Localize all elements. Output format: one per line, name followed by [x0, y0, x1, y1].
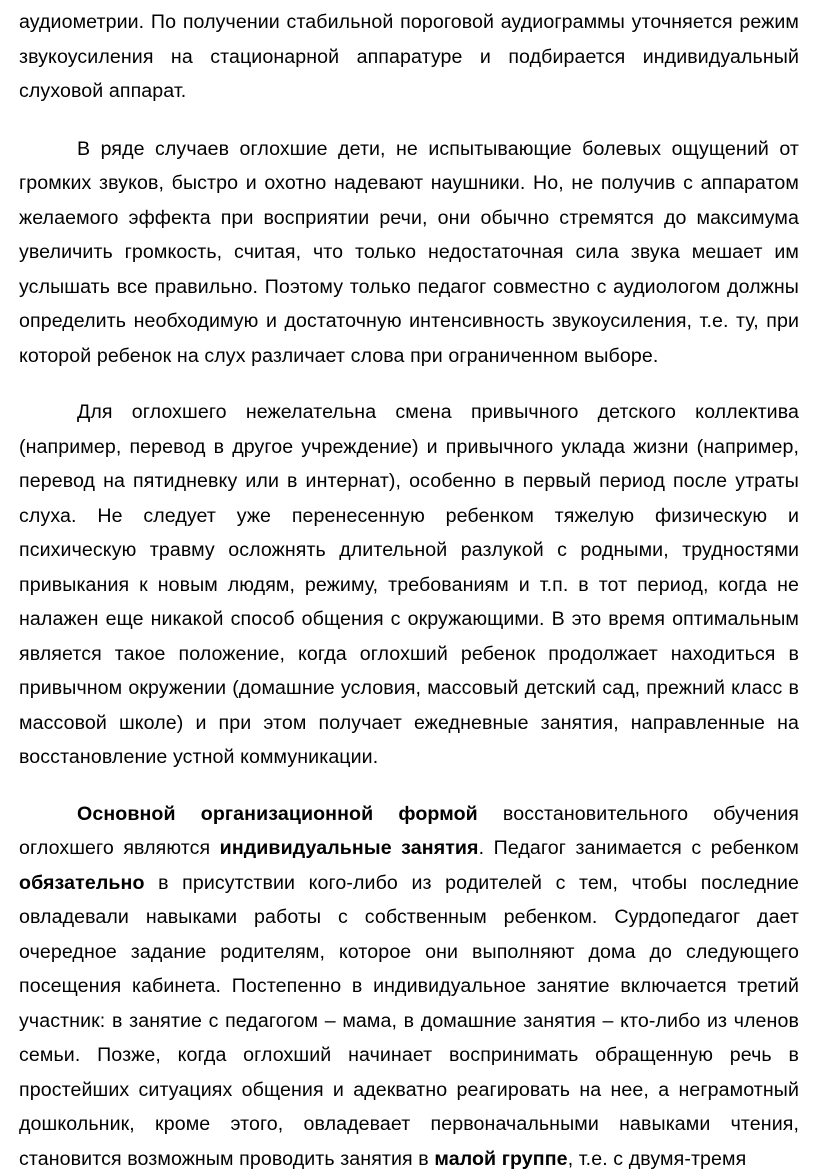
paragraph-environment: Для оглохшего нежелательна смена привычного детского коллектива (например, перевод в другое учреждение) и привычного уклада жизни (например, перевод на пятидневку или в интернат), особенно в первый период после утраты слуха. Не следует уже перенесенную ребенком тяжелую физическую и психическую травму осложнять длительной разлукой с родными, трудностями привыкания к новым людям, режиму, требованиям и т.п. в тот период, когда не налажен еще никакой способ общения с окружающими. В это время оптимальным является такое положение, когда оглохший ребенок продолжает находиться в привычном окружении (домашние условия, массовый детский сад, прежний класс в массовой школе) и при этом получает ежедневные занятия, направленные на восстановление устной коммуникации.: [19, 395, 799, 775]
bold-small-group: малой группе: [434, 1148, 567, 1170]
bold-individual-lessons: индивидуальные занятия: [220, 837, 479, 859]
paragraph-individual-lessons: [19, 797, 799, 1176]
paragraph-continuation: аудиометрии. По получении стабильной пороговой аудиограммы уточняется режим звукоусиления на стационарной аппаратуре и подбирается индивидуальный слуховой аппарат.: [19, 5, 799, 109]
bold-main-form: Основной организационной формой: [77, 803, 478, 825]
text-span: восстановительного обучения оглохшего являются: [19, 803, 799, 860]
paragraph-headphones: В ряде случаев оглохшие дети, не испытывающие болевых ощущений от громких звуков, быстро и охотно надевают наушники. Но, не получив с аппаратом желаемого эффекта при восприятии речи, они обычно стремятся до максимума увеличить громкость, считая, что только недостаточная сила звука мешает им услышать все правильно. Поэтому только педагог совместно с аудиологом должны определить необходимую и достаточную интенсивность звукоусиления, т.е. ту, при которой ребенок на слух различает слова при ограниченном выборе.: [19, 132, 799, 374]
document-page: [19, 0, 799, 1176]
text-span: , т.е. с двумя-тремя: [568, 1148, 747, 1170]
text-span: . Педагог занимается с ребенком: [479, 837, 799, 859]
bold-obligatory: обязательно: [19, 872, 145, 894]
text-span: в присутствии кого-либо из родителей с тем, чтобы последние овладевали навыками работы с собственным ребенком. Сурдопедагог дает очередное задание родителям, которое они выполняют дома до следующего посещения кабинета. Постепенно в индивидуальное занятие включается третий участник: в занятие с педагогом – мама, в домашние занятия – кто-либо из членов семьи. Позже, когда оглохший начинает воспринимать обращенную речь в простейших ситуациях общения и адекватно реагировать на нее, а неграмотный дошкольник, кроме этого, овладевает первоначальными навыками чтения, становится возможным проводить занятия в: [19, 872, 799, 1170]
